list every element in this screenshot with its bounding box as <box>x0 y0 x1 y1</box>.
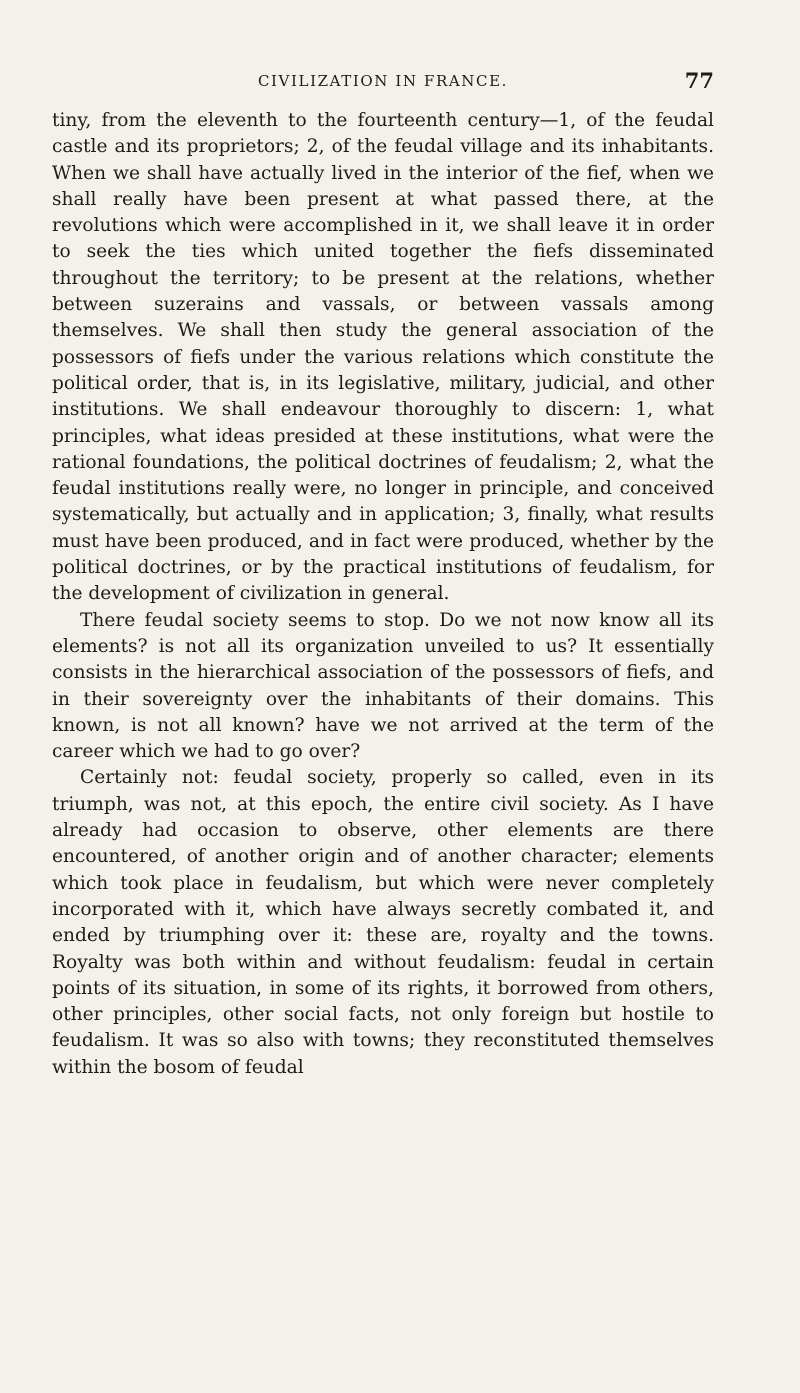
paragraph-1: tiny, from the eleventh to the fourteenth century—1, of the feudal castle and its proprietors; 2, of the feudal village and its inhabitants. When we shall have actually lived in the interior of the fief, when we shall really have been present at what passed there, at the revolutions which were accomplished in it, we shall leave it in order to seek the ties which united together the fiefs disseminated throughout the territory; to be present at the relations, whether between suzerains and vassals, or between vassals among themselves. We shall then study the general association of the possessors of fiefs under the various relations which constitute the political order, that is, in its legislative, military, judicial, and other institutions. We shall endeavour thoroughly to discern: 1, what principles, what ideas presided at these institutions, what were the rational foundations, the political doctrines of feudalism; 2, what the feudal institutions really were, no longer in principle, and conceived systematically, but actually and in application; 3, finally, what results must have been produced, and in fact were produced, whether by the political doctrines, or by the practical institutions of feudalism, for the development of civilization in general. <box>52 110 714 605</box>
page-number: 77 <box>684 68 714 93</box>
paragraph-2: There feudal society seems to stop. Do we not now know all its elements? is not all its organization unveiled to us? It essentially consists in the hierarchical association of the possessors of fiefs, and in their sovereignty over the inhabitants of their domains. This known, is not all known? have we not arrived at the term of the career which we had to go over? <box>52 609 714 763</box>
running-header <box>52 68 714 94</box>
body-text <box>52 108 714 1081</box>
running-title: CIVILIZATION IN FRANCE. <box>257 72 509 90</box>
paragraph-3: Certainly not: feudal society, properly so called, even in its triumph, was not, at this epoch, the entire civil society. As I have already had occasion to observe, other elements are there encountered, of another origin and of another character; elements which took place in feudalism, but which were never completely incorporated with it, which have always secretly combated it, and ended by triumphing over it: these are, royalty and the towns. Royalty was both within and without feudalism: feudal in certain points of its situation, in some of its rights, it borrowed from others, other principles, other social facts, not only foreign but hostile to feudalism. It was so also with towns; they reconstituted themselves within the bosom of feudal <box>52 767 714 1078</box>
